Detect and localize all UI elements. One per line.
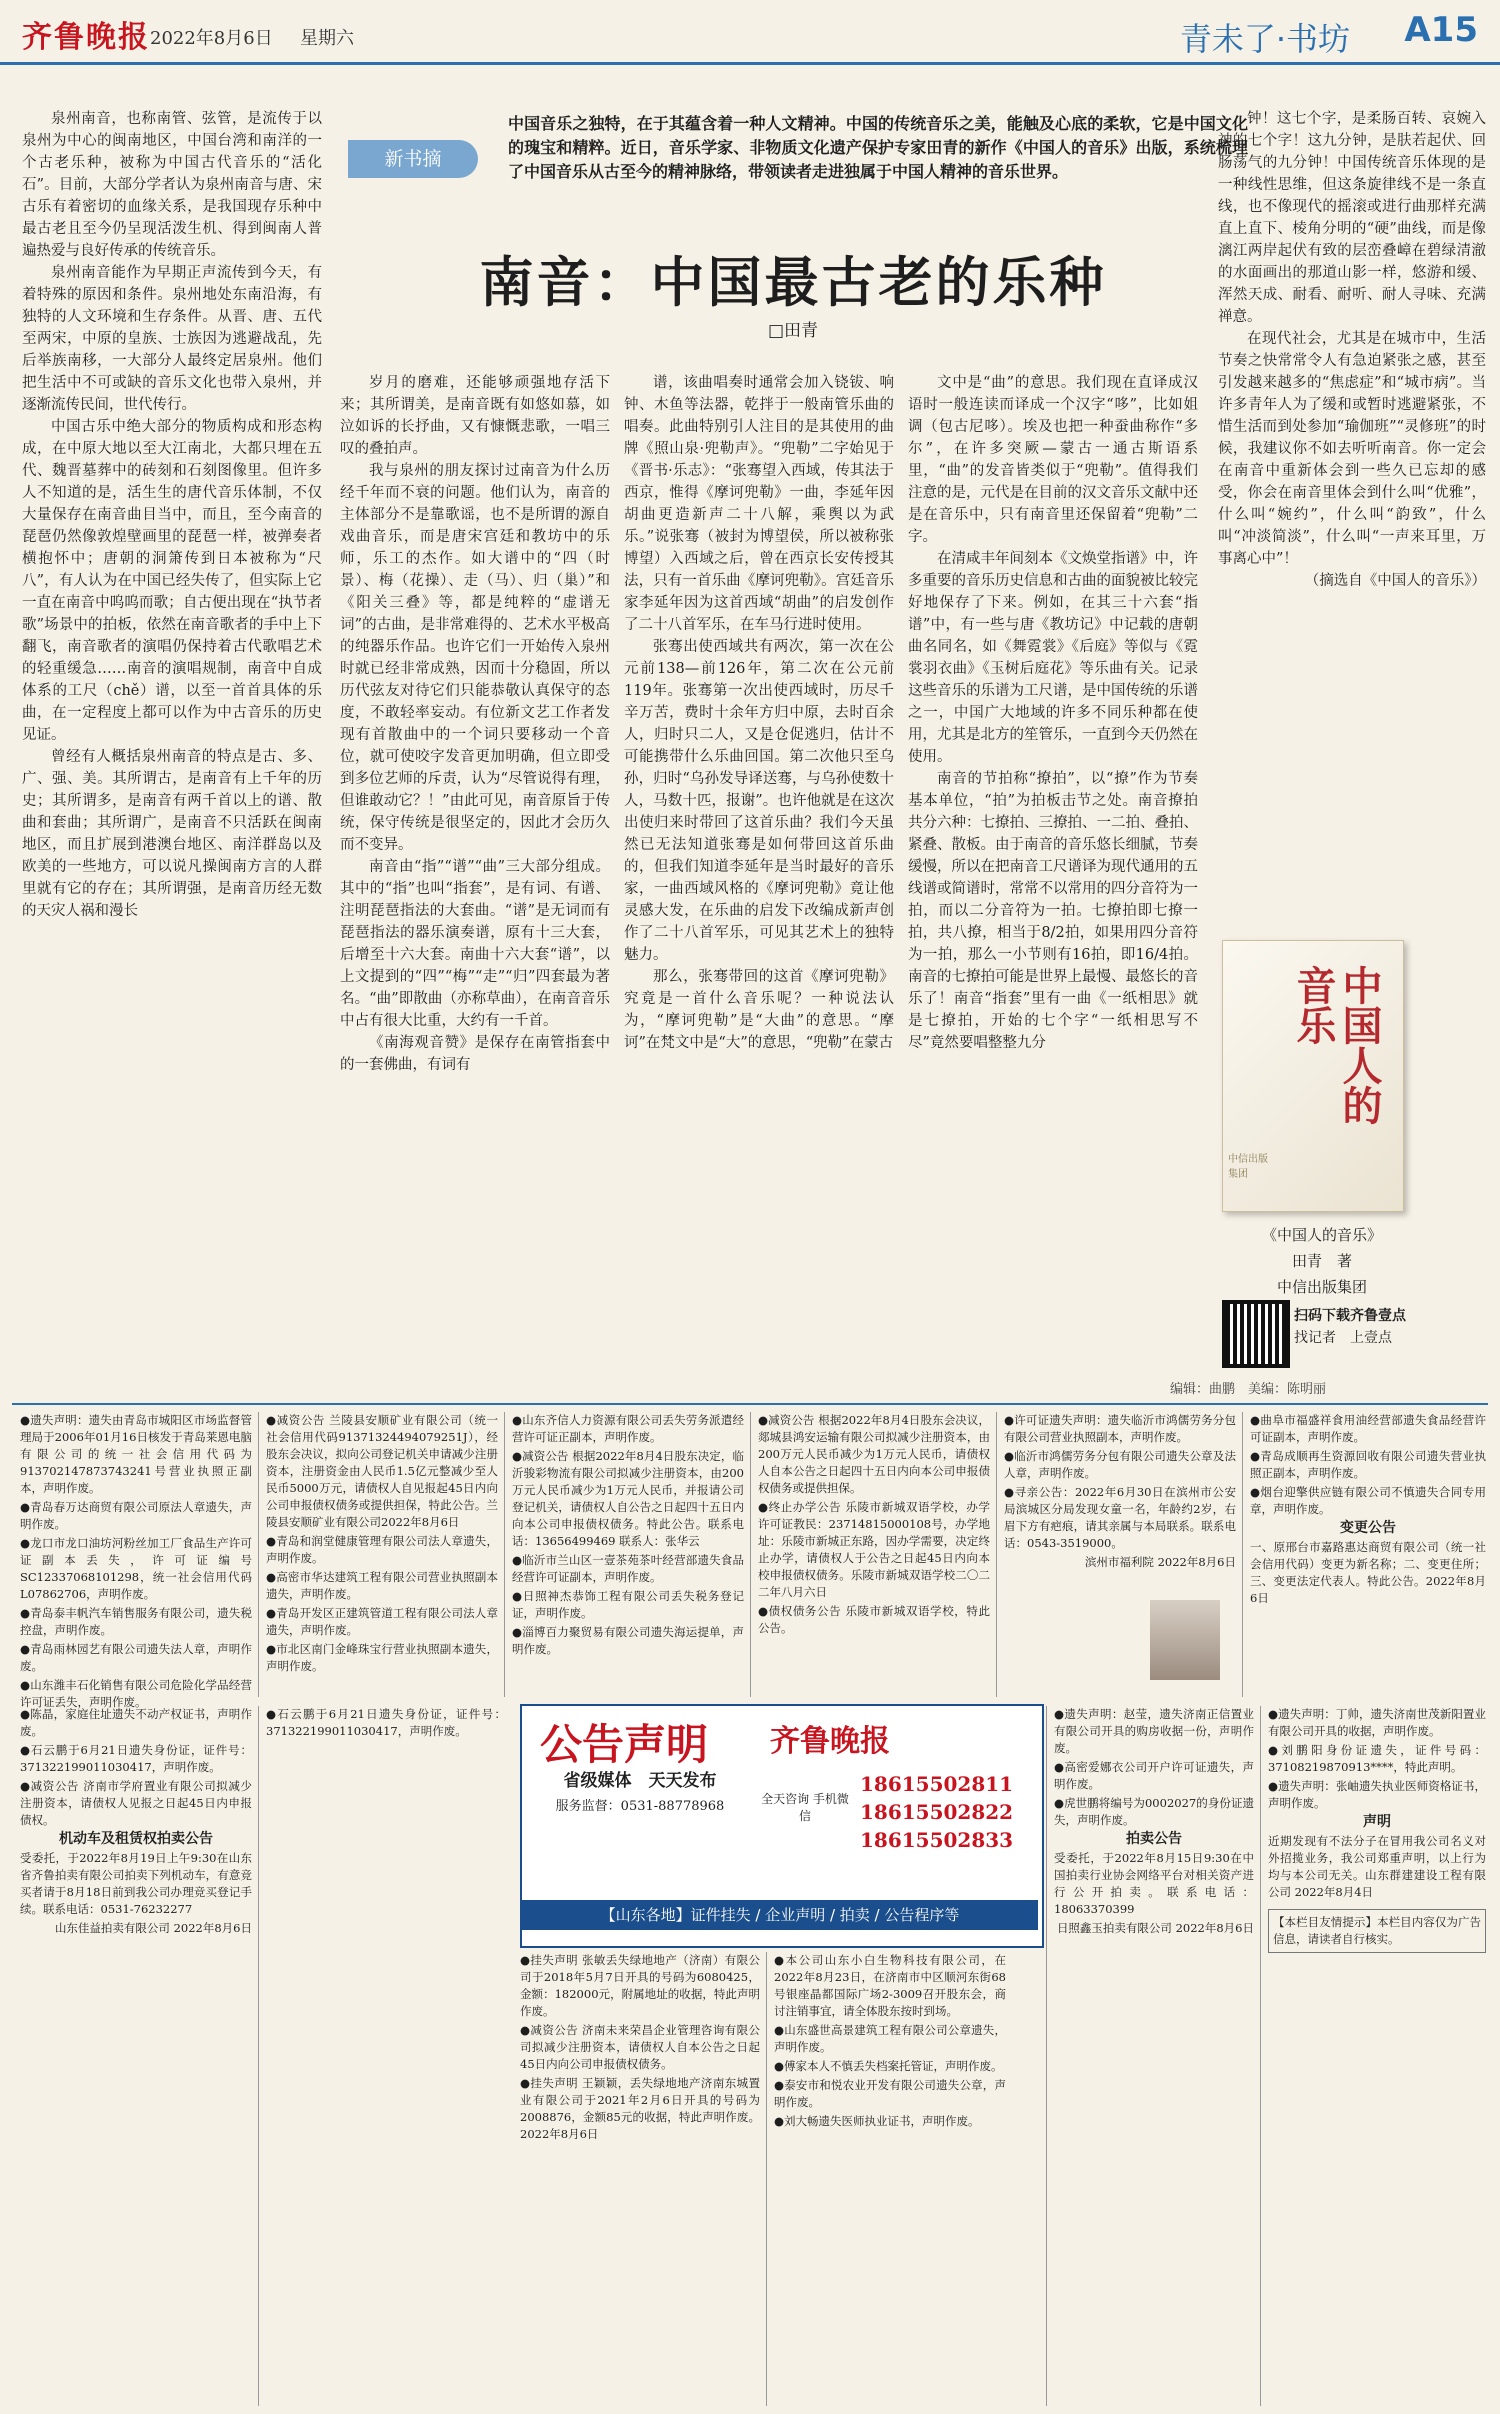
- ad-item: ●青岛开发区正建筑管道工程有限公司法人章遗失，声明作废。: [266, 1606, 498, 1637]
- ad-item: ●石云鹏于6月21日遗失身份证，证件号：371322199011030417，声明作废。: [266, 1707, 506, 1738]
- paragraph: 泉州南音，也称南管、弦管，是流传于以泉州为中心的闽南地区，中国台湾和南洋的一个古老乐种，被称为中国古代音乐的“活化石”。目前，大部分学者认为泉州南音与唐、宋古乐有着密切的血缘关系，是我国现存乐种中最古老且至今仍呈现活泼生机、得到闽南人普遍热爱与良好传承的传统音乐。: [22, 111, 322, 259]
- ad-item: ●临沂市兰山区一壹茶苑茶叶经营部遗失食品经营许可证副本，声明作废。: [512, 1553, 744, 1584]
- ad-item: 山东佳益拍卖有限公司 2022年8月6日: [54, 1921, 252, 1935]
- banner-strip: 【山东各地】证件挂失 / 企业声明 / 拍卖 / 公告程序等: [522, 1900, 1038, 1930]
- column-rule: [504, 1412, 505, 1697]
- ad-item: ●傅家本人不慎丢失档案托管证，声明作废。: [774, 2059, 1003, 2073]
- ad-item: ●挂失声明 张敏丢失绿地地产（济南）有限公司于2018年5月7日开具的号码为6080425，金额：182000元，附属地址的收据，特此声明作废。: [520, 1953, 760, 2018]
- ad-item: ●减资公告 济南市学府置业有限公司拟减少注册资本，请债权人见报之日起45日内申报债权。: [20, 1779, 252, 1827]
- column-rule: [766, 1952, 767, 2406]
- ad-item: 一、原邢台市嘉路惠达商贸有限公司（统一社会信用代码）变更为新名称；二、变更住所；三、变更法定代表人。特此公告。2022年8月6日: [1250, 1540, 1486, 1605]
- ads-divider: [12, 1403, 1488, 1405]
- column-rule: [258, 1412, 259, 1697]
- ad-item: 受委托，于2022年8月15日9:30在中国拍卖行业协会网络平台对相关资产进行公开拍卖。联系电话：18063370399: [1054, 1851, 1254, 1916]
- ad-item: ●遗失声明：丁帅，遗失济南世茂新阳置业有限公司开具的收据，声明作废。: [1268, 1707, 1486, 1738]
- page-number: A15: [1404, 10, 1478, 50]
- ad-item: ●山东齐信人力资源有限公司丢失劳务派遣经营许可证正副本，声明作废。: [512, 1413, 744, 1444]
- ad-item: ●高密市华达建筑工程有限公司营业执照副本遗失，声明作废。: [266, 1570, 498, 1601]
- paragraph: 钟！这七个字，是柔肠百转、哀婉入神的七个字！这九分钟，是肤若起伏、回肠荡气的九分钟！中国传统音乐体现的是一种线性思维，但这条旋律线不是一条直线，也不像现代的摇滚或进行曲那样充满直上直下、棱角分明的“硬”曲线，而是像漓江两岸起伏有致的层峦叠嶂在碧绿清澈的水面画出的那道山影一样，悠游和缓、浑然天成、耐看、耐听、耐人寻味、充满禅意。: [1218, 111, 1486, 325]
- ad-column-b6: [1268, 1706, 1486, 2406]
- ad-item: 日照鑫玉拍卖有限公司 2022年8月6日: [1056, 1921, 1254, 1935]
- ad-item: ●刘大畅遗失医师执业证书，声明作废。: [774, 2114, 980, 2128]
- article-title: 南音：中国最古老的乐种: [479, 251, 1107, 314]
- ad-item: ●市北区南门金峰珠宝行营业执照副本遗失，声明作废。: [266, 1642, 498, 1673]
- statement-heading: 声明: [1363, 1814, 1391, 1830]
- paragraph: 在清咸丰年间刻本《文焕堂指谱》中，许多重要的音乐历史信息和古曲的面貌被比较完好地保存了下来。例如，在其三十六套“指谱”中，有一些与唐《教坊记》中记载的唐朝曲名同名，如《舞霓裳》《后庭》等似与《霓裳羽衣曲》《玉树后庭花》等乐曲有关。记录这些音乐的乐谱为工尺谱，是中国传统的乐谱之一，中国广大地域的许多不同乐种都在使用，尤其是北方的笙管乐，一直到今天仍然在使用。: [908, 551, 1198, 765]
- ad-item: ●泰安市和悦农业开发有限公司遗失公章，声明作废。: [774, 2078, 1006, 2109]
- book-cover-title: 中国人的音乐: [1290, 965, 1383, 1125]
- phone-number[interactable]: 18615502822: [860, 1800, 1014, 1824]
- ad-column-1: [20, 1412, 252, 1709]
- book-caption-title: 《中国人的音乐》: [1261, 1226, 1382, 1244]
- article-column-3: [624, 372, 894, 1393]
- ad-item: ●寻亲公告：2022年6月30日在滨州市公安局滨城区分局发现女童一名，年龄约2岁，右眉下方有疤痕，请其亲属与本局联系。联系电话：0543-3519000。: [1004, 1485, 1236, 1550]
- editors-credit: 编辑：曲鹏 美编：陈明丽: [1170, 1382, 1327, 1397]
- ad-item: ●陈晶，家庭住址遗失不动产权证书，声明作废。: [20, 1707, 252, 1738]
- paragraph: 中国古乐中绝大部分的物质构成和形态构成，在中原大地以至大江南北，大都只埋在五代、魏晋墓葬中的砖刻和石刻图像里。但许多人不知道的是，活生生的唐代音乐体制，不仅大量保存在南音曲目当中，而且，至今南音的琵琶仍然像敦煌壁画里的琵琶一样，被弹奏者横抱怀中；唐朝的洞箫传到日本被称为“尺八”，有人认为在中国已经失传了，但实际上它一直在南音中呜呜而歌；自古便出现在“执节者歌”场景中的拍板，依然在南音歌者的手中上下翻飞，南音歌者的演唱仍保持着古代歌唱艺术的轻重缓急……南音的演唱规制，南音中自成体系的工尺（chě）谱，以至一首首具体的乐曲，在一定程度上都可以作为中古音乐的历史见证。: [22, 419, 322, 743]
- ad-column-b4: [774, 1952, 1006, 2406]
- ad-item: ●烟台迎擎供应链有限公司不慎遗失合同专用章，声明作废。: [1250, 1485, 1486, 1516]
- missing-child-photo: [1150, 1600, 1220, 1680]
- section-title: 青未了·书坊: [1179, 20, 1350, 58]
- column-rule: [258, 1706, 259, 2406]
- banner-title: 公告声明: [540, 1720, 709, 1769]
- banner-phones: [860, 1770, 1030, 1854]
- reader-tip: 【本栏目友情提示】本栏目内容仅为广告信息，请读者自行核实。: [1268, 1909, 1486, 1953]
- column-tag: 新书摘: [348, 140, 478, 178]
- ad-item: ●遗失声明：张岫遗失执业医师资格证书，声明作废。: [1268, 1779, 1486, 1810]
- book-cover-publisher: 中信出版集团: [1228, 1154, 1268, 1180]
- ad-item: 近期发现有不法分子在冒用我公司名义对外招揽业务，我公司郑重声明，以上行为均与本公司无关。山东群建建设工程有限公司 2022年8月4日: [1268, 1834, 1486, 1899]
- qr-caption-line2: 找记者 上壹点: [1294, 1330, 1392, 1346]
- book-caption-publisher: 中信出版集团: [1276, 1278, 1367, 1296]
- ad-item: ●青岛和润堂健康管理有限公司法人章遗失，声明作废。: [266, 1534, 498, 1565]
- qr-caption: [1294, 1305, 1484, 1349]
- phone-number[interactable]: 18615502811: [860, 1772, 1014, 1796]
- ad-item: ●遗失声明：遗失由青岛市城阳区市场监督管理局于2006年01月16日核发于青岛莱恩电脑有限公司的统一社会信用代码为913702147873743241号营业执照正副本，声明作废。: [20, 1413, 252, 1495]
- ad-item: ●曲阜市福盛祥食用油经营部遗失食品经营许可证副本，声明作废。: [1250, 1413, 1486, 1444]
- ad-item: ●山东潍丰石化销售有限公司危险化学品经营许可证丢失，声明作废。: [20, 1678, 252, 1709]
- issue-weekday: 星期六: [300, 28, 354, 49]
- ad-item: ●石云鹏于6月21日遗失身份证，证件号：371322199011030417，声明作废。: [20, 1743, 252, 1774]
- newspaper-logo: 齐鲁晚报: [22, 20, 150, 55]
- column-rule: [996, 1412, 997, 1697]
- ad-item: ●减资公告 兰陵县安顺矿业有限公司（统一社会信用代码91371324494079251J），经股东会决议，拟向公司登记机关申请减少注册资本，注册资金由人民币1.5亿元整减少至人民币5000万元，请债权人自见报起45日内向公司申报债权债务或提供担保，特此公告。兰陵县安顺矿业有限公司2022年8月6日: [266, 1413, 498, 1529]
- article-column-4: [908, 372, 1198, 1393]
- ad-column-6: [1250, 1412, 1486, 1697]
- ad-column-4: [758, 1412, 990, 1697]
- paragraph: 南音由“指”“谱”“曲”三大部分组成。其中的“指”也叫“指套”，是有词、有谱、注明琵琶指法的大套曲。“谱”是无词而有琵琶指法的器乐演奏谱，原有十三大套，后增至十六大套。南曲十六大套“谱”，以上文提到的“四”“梅”“走”“归”四套最为著名。“曲”即散曲（亦称草曲），在南音音乐中占有很大比重，大约有一千首。: [340, 859, 610, 1029]
- ad-item: ●终止办学公告 乐陵市新城双语学校，办学许可证教民：23714815000108号，办学地址：乐陵市新城正东路，因办学需要，决定终止办学，请债权人于公告之日起45日内向本校申报债权债务。乐陵市新城双语学校二〇二二年八月六日: [758, 1500, 990, 1599]
- ad-column-b2: [266, 1706, 506, 1946]
- banner-consult: 全天咨询 手机微信: [761, 1792, 849, 1823]
- banner-tagline-2: 服务监督：0531-88778968: [555, 1799, 725, 1814]
- paragraph: 谱，该曲唱奏时通常会加入铙钹、响钟、木鱼等法器，乾拌于一般南管乐曲的唱奏。此曲特别引人注目的是其使用的曲牌《照山泉·兜勒声》。“兜勒”二字始见于《晋书·乐志》：“张骞望入西域，传其法于西京，惟得《摩诃兜勒》一曲，李延年因胡曲更造新声二十八解，乘舆以为武乐。”说张骞（被封为博望侯，所以被称张博望）入西域之后，曾在西京长安传授其法，只有一首乐曲《摩诃兜勒》。宫廷音乐家李延年因为这首西域“胡曲”的启发创作了二十八首军乐，在车马行进时使用。: [624, 375, 894, 633]
- ad-item: ●本公司山东小白生物科技有限公司，在2022年8月23日，在济南市中区顺河东街68号银座晶都国际广场2-3009召开股东会，商讨注销事宜，请全体股东按时到场。: [774, 1953, 1006, 2018]
- ad-item: ●许可证遗失声明：遗失临沂市鸿儒劳务分包有限公司营业执照副本，声明作废。: [1004, 1413, 1236, 1444]
- column-rule: [750, 1412, 751, 1697]
- article-column-1: [22, 108, 322, 1393]
- banner-tagline: [540, 1768, 740, 1820]
- paragraph: 南音的节拍称“撩拍”，以“撩”作为节奏基本单位，“拍”为拍板击节之处。南音撩拍共分六种：七撩拍、三撩拍、一二拍、叠拍、紧叠、散板。由于南音的音乐悠长细腻，节奏缓慢，所以在把南音工尺谱译为现代通用的五线谱或简谱时，常常不以常用的四分音符为一拍，而以二分音符为一拍。七撩拍即七撩一拍，共八撩，相当于8/2拍，如果用四分音符为一拍，那么一小节则有16拍，即16/4拍。南音的七撩拍可能是世界上最慢、最悠长的音乐了！南音“指套”里有一曲《一纸相思》就是七撩拍，开始的七个字“一纸相思写不尽”竟然要唱整整九分: [908, 771, 1198, 1051]
- ad-item: ●遗失声明：赵莹，遗失济南正信置业有限公司开具的购房收据一份，声明作废。: [1054, 1707, 1254, 1755]
- banner-tagline-1: 省级媒体 天天发布: [563, 1771, 717, 1791]
- article-lead: 中国音乐之独特，在于其蕴含着一种人文精神。中国的传统音乐之美，能触及心底的柔软，它是中国文化的瑰宝和精粹。近日，音乐学家、非物质文化遗产保护专家田青的新作《中国人的音乐》出版，系统梳理了中国音乐从古至今的精神脉络，带领读者走进独属于中国人精神的音乐世界。: [508, 114, 1248, 181]
- auction-heading: 机动车及租赁权拍卖公告: [59, 1831, 213, 1847]
- ad-item: ●青岛雨林园艺有限公司遗失法人章，声明作废。: [20, 1642, 252, 1673]
- ad-item: ●挂失声明 王颖颖，丢失绿地地产济南东城置业有限公司于2021年2月6日开具的号码为2008876，金额85元的收据，特此声明作废。2022年8月6日: [520, 2076, 760, 2141]
- qr-caption-line1: 扫码下载齐鲁壹点: [1294, 1308, 1406, 1324]
- ad-item: ●虎世鹏将编号为0002027的身份证遗失，声明作废。: [1054, 1796, 1254, 1827]
- ad-item: ●减资公告 济南未来荣昌企业管理咨询有限公司拟减少注册资本，请债权人自本公告之日起45日内向公司申报债权债务。: [520, 2023, 760, 2071]
- paragraph: 张骞出使西域共有两次，第一次在公元前138—前126年，第二次在公元前119年。张骞第一次出使西域时，历尽千辛万苦，费时十余年方归中原，去时百余人，归时只二人，又是仓促逃归，估计不可能携带什么乐曲回国。第二次他只至乌孙，归时“乌孙发导译送骞，与乌孙使数十人，马数十匹，报谢”。也许他就是在这次出使归来时带回了这首乐曲？我们今天虽然已无法知道张骞是如何带回这首乐曲的，但我们知道李延年是当时最好的音乐家，一曲西域风格的《摩诃兜勒》竟让他灵感大发，在乐曲的启发下改编成新声创作了二十八首军乐，可见其艺术上的独特魅力。: [624, 639, 894, 963]
- paragraph: 曾经有人概括泉州南音的特点是古、多、广、强、美。其所谓古，是南音有上千年的历史；其所谓多，是南音有两千首以上的谱、散曲和套曲；其所谓广，是南音不只活跃在闽南地区，而且扩展到港澳台地区、南洋群岛以及欧美的一些地方，可以说凡操闽南方言的人群里就有它的存在；其所谓强，是南音历经无数的天灾人祸和漫长: [22, 749, 322, 919]
- ad-column-2: [266, 1412, 498, 1697]
- book-caption-author: 田青 著: [1291, 1252, 1352, 1270]
- book-caption: [1222, 1222, 1422, 1300]
- paragraph: 《南海观音赞》是保存在南管指套中的一套佛曲，有词有: [340, 1035, 610, 1073]
- ad-item: ●减资公告 根据2022年8月4日股东会决议，郯城县鸿安运输有限公司拟减少注册资本，由200万元人民币减少为1万元人民币，请债权人自本公告之日起四十五日内向本公司申报债权债务或提供担保。: [758, 1413, 990, 1495]
- ad-column-b5: [1054, 1706, 1254, 2406]
- ad-item: ●青岛春万达商贸有限公司原法人章遗失，声明作废。: [20, 1500, 252, 1531]
- issue-date: 2022年8月6日: [150, 28, 273, 49]
- ad-item: ●减资公告 根据2022年8月4日股东决定，临沂骏彩物流有限公司拟减少注册资本，由200万元人民币减少为1万元人民币，并报请公司登记机关，请债权人自公告之日起四十五日内向本公司申报债权债务。特此公告。联系电话：13656499469 联系人：张华云: [512, 1449, 744, 1548]
- ad-item: ●债权债务公告 乐陵市新城双语学校，特此公告。: [758, 1604, 990, 1635]
- article-byline: □田青: [767, 321, 819, 341]
- article-column-2: [340, 372, 610, 1393]
- ad-column-3: [512, 1412, 744, 1697]
- ad-item: ●山东盛世高景建筑工程有限公司公章遗失，声明作废。: [774, 2023, 1006, 2054]
- ad-item: ●青岛成顺再生资源回收有限公司遗失营业执照正副本，声明作废。: [1250, 1449, 1486, 1480]
- paragraph: 在现代社会，尤其是在城市中，生活节奏之快常常令人有急迫紧张之感，甚至引发越来越多的“焦虑症”和“城市病”。当许多青年人为了缓和或暂时逃避紧张，不惜生活而到处参加“瑜伽班”“灵修班”的时候，我建议你不如去听听南音。你一定会在南音中重新体会到一些久已忘却的感受，你会在南音里体会到什么叫“优雅”，什么叫“婉约”，什么叫“韵致”，什么叫“冲淡简淡”，什么叫“一声来耳里，万事离心中”！: [1218, 331, 1486, 567]
- ad-column-b3: [520, 1952, 760, 2406]
- column-rule: [1260, 1706, 1261, 2406]
- paragraph: 文中是“曲”的意思。我们现在直译成汉语时一般连读而译成一个汉字“哆”，比如姐调（包古尼哆）。埃及也把一种蚕曲称作“多尔”，在许多突厥—蒙古一通古斯语系里，“曲”的发音皆类似于“兜勒”。值得我们注意的是，元代是在目前的汉文音乐文献中还是在音乐中，只有南音里还保留着“兜勒”二字。: [908, 375, 1198, 545]
- ad-item: ●高密爱娜衣公司开户许可证遗失，声明作废。: [1054, 1760, 1254, 1791]
- ad-column-b1: [20, 1706, 252, 2406]
- paragraph: 泉州南音能作为早期正声流传到今天，有着特殊的原因和条件。泉州地处东南沿海，有独特的人文环境和生存条件。从晋、唐、五代至两宋，中原的皇族、士族因为逃避战乱，先后举族南移，一大部分人最终定居泉州。他们把生活中不可或缺的音乐文化也带入泉州，并逐渐流传民间，世代传行。: [22, 265, 322, 413]
- ad-item: 受委托，于2022年8月19日上午9:30在山东省齐鲁拍卖有限公司拍卖下列机动车，有意竞买者请于8月18日前到我公司办理竞买登记手续。联系电话：0531-76232277: [20, 1851, 252, 1916]
- change-notice-heading: 变更公告: [1340, 1520, 1396, 1536]
- ad-item: 滨州市福利院 2022年8月6日: [1084, 1555, 1236, 1569]
- paragraph: 那么，张骞带回的这首《摩诃兜勒》究竟是一首什么音乐呢？一种说法认为，“摩诃兜勒”是“大曲”的意思。“摩诃”在梵文中是“大”的意思，“兜勒”在蒙古: [624, 969, 894, 1051]
- paragraph: 岁月的磨难，还能够顽强地存活下来；其所谓美，是南音既有如悠如慕，如泣如诉的长抒曲，又有慷慨悲歌，一唱三叹的叠拍声。: [340, 375, 610, 457]
- banner-logo: 齐鲁晚报: [770, 1724, 890, 1759]
- qr-code[interactable]: [1222, 1300, 1290, 1368]
- column-rule: [1242, 1412, 1243, 1697]
- auction-notice-heading: 拍卖公告: [1126, 1831, 1182, 1847]
- ad-item: ●刘鹏阳身份证遗失，证件号码：37108219870913****，特此声明。: [1268, 1743, 1486, 1774]
- paragraph: 我与泉州的朋友探讨过南音为什么历经千年而不衰的问题。他们认为，南音的主体部分不是靠歌谣，也不是所谓的源自戏曲音乐，而是唐宋宫廷和教坊中的乐师，乐工的杰作。如大谱中的“四（时景）、梅（花操）、走（马）、归（巢）”和《阳关三叠》等，都是纯粹的“虚谱无词”的古曲，是非常难得的、艺术水平极高的纯器乐作品。也许它们一开始传入泉州时就已经非常成熟，因而十分稳固，所以历代弦友对待它们只能恭敬认真保守的态度，不敢轻率妄动。有位新文艺工作者发现有首散曲中的一个词只要移动一个音位，就可使咬字发音更加明确，但立即受到多位艺师的斥责，认为“尽管说得有理，但谁敢动它？！”由此可见，南音原旨于传统，保守传统是很坚定的，因此才会历久而不变异。: [340, 463, 610, 853]
- paragraph: （摘选自《中国人的音乐》）: [1304, 573, 1486, 589]
- ad-item: ●青岛泰丰帆汽车销售服务有限公司，遗失税控盘，声明作废。: [20, 1606, 252, 1637]
- article-column-5: [1218, 108, 1486, 918]
- ad-item: ●淄博百力聚贸易有限公司遗失海运提单，声明作废。: [512, 1625, 744, 1656]
- phone-number[interactable]: 18615502833: [860, 1828, 1014, 1852]
- ad-item: ●龙口市龙口油坊河粉丝加工厂食品生产许可证副本丢失，许可证编号SC12337068101298，统一社会信用代码L07862706，声明作废。: [20, 1536, 252, 1601]
- column-rule: [1046, 1706, 1047, 2406]
- ad-item: ●临沂市鸿儒劳务分包有限公司遗失公章及法人章，声明作废。: [1004, 1449, 1236, 1480]
- ad-item: ●日照神杰恭饰工程有限公司丢失税务登记证，声明作废。: [512, 1589, 744, 1620]
